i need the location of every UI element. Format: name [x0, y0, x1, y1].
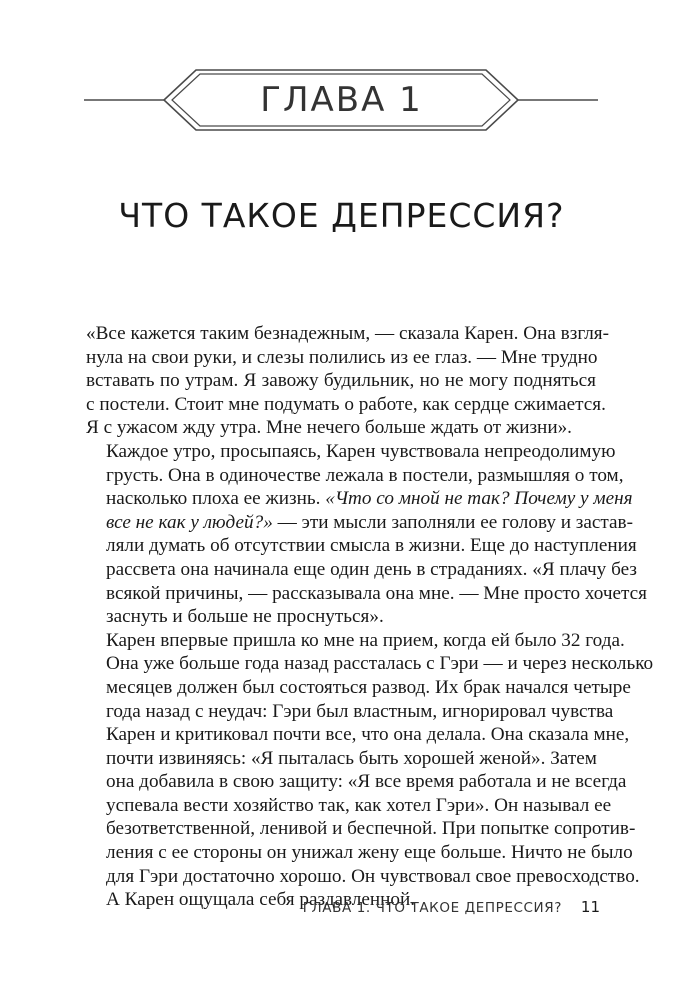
paragraph-3: [86, 629, 654, 912]
text-line: Я с ужасом жду утра. Мне нечего больше ждать от жизни».: [86, 417, 572, 439]
text-line: нула на свои руки, и слезы полились из ее глаз. — Мне трудно: [86, 346, 598, 368]
text-span: насколько плоха ее жизнь.: [106, 488, 326, 510]
text-line: она добавила в свою защиту: «Я все время работала и не всегда: [106, 771, 627, 793]
text-line: для Гэри достаточно хорошо. Он чувствовал свое превосходство.: [106, 865, 640, 887]
running-footer: [0, 900, 596, 916]
paragraph-1: [86, 322, 609, 440]
chapter-label: ГЛАВА 1: [260, 80, 423, 120]
text-line: Карен и критиковал почти все, что она делала. Она сказала мне,: [106, 724, 630, 746]
text-line: с постели. Стоит мне подумать о работе, как сердце сжимается.: [86, 393, 606, 415]
page-number: 11: [580, 898, 600, 916]
chapter-banner: [0, 68, 683, 132]
text-line: месяцев должен был состояться развод. Их брак начался четыре: [106, 676, 631, 698]
text-line: Она уже больше года назад рассталась с Гэри — и через несколько: [106, 653, 654, 675]
text-line: заснуть и больше не проснуться».: [106, 606, 384, 628]
text-line: ления с ее стороны он унижал жену еще больше. Ничто не было: [106, 842, 633, 864]
text-line: вставать по утрам. Я завожу будильник, но не могу подняться: [86, 370, 596, 392]
text-span: — эти мысли заполняли ее голову и застав-: [272, 511, 634, 533]
running-title: ГЛАВА 1. ЧТО ТАКОЕ ДЕПРЕССИЯ?: [302, 900, 562, 916]
text-line: «Все кажется таким безнадежным, — сказала Карен. Она взгля-: [86, 323, 609, 344]
text-line: всякой причины, — рассказывала она мне. — Мне просто хочется: [106, 582, 648, 604]
italic-quote: «Что со мной не так? Почему у меня: [325, 488, 633, 510]
italic-quote: все не как у людей?»: [106, 511, 273, 533]
text-line: А Карен ощущала себя раздавленной.: [106, 889, 416, 911]
text-line: [86, 511, 634, 535]
text-line: грусть. Она в одиночестве лежала в постели, размышляя о том,: [106, 464, 624, 486]
paragraph-2: [86, 440, 648, 629]
text-line: рассвета она начинала еще один день в страданиях. «Я плачу без: [106, 558, 637, 580]
text-line: ляли думать об отсутствии смысла в жизни. Еще до наступления: [106, 535, 637, 557]
text-line: почти извиняясь: «Я пыталась быть хорошей женой». Затем: [106, 747, 597, 769]
text-line: успевала вести хозяйство так, как хотел Гэри». Он называл ее: [106, 794, 612, 816]
text-line: Карен впервые пришла ко мне на прием, когда ей было 32 года.: [106, 629, 625, 651]
text-line: [86, 487, 633, 511]
page-title: ЧТО ТАКОЕ ДЕПРЕССИЯ?: [118, 196, 565, 235]
text-line: года назад с неудач: Гэри был властным, игнорировал чувства: [106, 700, 614, 722]
text-line: безответственной, ленивой и беспечной. При попытке сопротив-: [106, 818, 636, 840]
body-text: [86, 322, 654, 912]
text-line: Каждое утро, просыпаясь, Карен чувствовала непреодолимую: [106, 440, 616, 462]
